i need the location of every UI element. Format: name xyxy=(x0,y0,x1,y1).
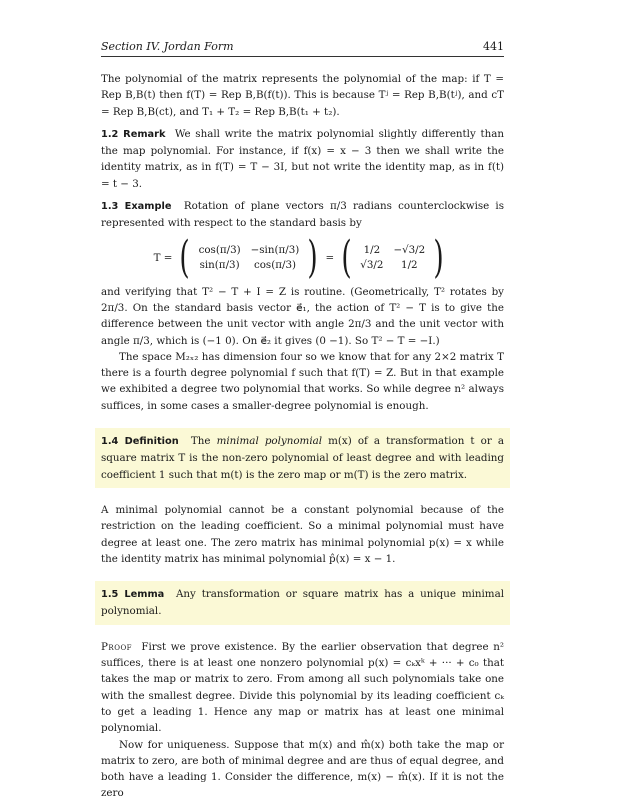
m2-d: 1/2 xyxy=(401,258,418,271)
rotation-matrix: ( cos(π/3) −sin(π/3) sin(π/3) cos(π/3) ) xyxy=(179,231,319,283)
proof-text-1: First we prove existence. By the earlier observation that degree n² suffices, there is at least one nonzero polynomial p(x) = cₖxᵏ + ··· + c₀ that takes the map or matrix to zero. From among all such polynomials take one with the smallest degree. Divide this polynomial by its leading coefficient cₖ to get a leading 1. Hence any map or matrix has at least one minimal polynomial. xyxy=(101,640,504,735)
m2-c: √3/2 xyxy=(360,258,384,271)
intro-paragraph: The polynomial of the matrix represents the polynomial of the map: if T = Rep B,B(t) then f(T) = Rep B,B(f(t)). This is because Tʲ = Rep B,B(tʲ), and cT = Rep B,B(ct), and T₁ + T₂ = Rep B,B(t₁ + t₂). xyxy=(101,73,504,118)
page xyxy=(101,40,504,802)
remark-label: 1.2 Remark xyxy=(101,128,166,140)
m1-b: −sin(π/3) xyxy=(250,243,300,256)
proof-paragraph-1 xyxy=(101,639,504,737)
definition-term: minimal polynomial xyxy=(216,435,323,448)
page-number: 441 xyxy=(483,40,504,53)
definition-text: m(x) of a transformation t or a square matrix T is the non-zero polynomial of least degree and with leading coefficient 1 such that m(t) is the zero map or m(T) is the zero matrix. xyxy=(101,435,504,481)
proof-label: Proof xyxy=(101,640,133,653)
remark-text: We shall write the matrix polynomial slightly differently than the map polynomial. For instance, if f(x) = x − 3 then we shall write the identity matrix, as in f(T) = T − 3I, but not write the identity map, as in f(t) = t − 3. xyxy=(101,127,504,190)
proof-paragraph-2: Now for uniqueness. Suppose that m(x) and m̂(x) both take the map or matrix to zero, are both of minimal degree and are thus of equal degree, and both have a leading 1. Consider the difference, m(x) − m̂(x). If it is not the zero xyxy=(101,738,504,800)
example-text: Rotation of plane vectors π/3 radians counterclockwise is represented with respect to the standard basis by xyxy=(101,200,504,230)
m1-c: sin(π/3) xyxy=(199,258,240,271)
m1-d: cos(π/3) xyxy=(253,258,297,271)
running-header xyxy=(101,40,504,57)
after-definition-paragraph: A minimal polynomial cannot be a constant polynomial because of the restriction on the leading coefficient. So a minimal polynomial must have degree at least one. The zero matrix has minimal polynomial p(x) = x while the identity matrix has minimal polynomial p̂(x) = x − 1. xyxy=(101,503,504,565)
definition-label: 1.4 Definition xyxy=(101,436,179,448)
example-label: 1.3 Example xyxy=(101,201,172,213)
remark-1-2 xyxy=(101,126,504,192)
m1-a: cos(π/3) xyxy=(198,243,241,256)
eq-mid: = xyxy=(325,251,335,264)
example-continuation: and verifying that T² − T + I = Z is routine. (Geometrically, T² rotates by 2π/3. On the standard basis vector e⃗₁, the action of T² − T is to give the difference between the unit vector with angle 2π/3 and the unit vector with angle π/3, which is (−1 0). On e⃗₂ it gives (0 −1). So T² − T = −I.) xyxy=(101,285,504,347)
section-title: Section IV. Jordan Form xyxy=(101,40,234,53)
eq-lhs: T = xyxy=(153,251,173,264)
space-paragraph: The space M₂ₓ₂ has dimension four so we know that for any 2×2 matrix T there is a fourth degree polynomial f such that f(T) = Z. But in that example we exhibited a degree two polynomial that works. So while degree n² always suffices, in some cases a smaller-degree polynomial is enough. xyxy=(101,350,504,412)
definition-box xyxy=(95,428,510,488)
m2-a: 1/2 xyxy=(363,243,381,256)
rotation-equation xyxy=(101,232,504,284)
lemma-box xyxy=(95,581,510,625)
lemma-text: Any transformation or square matrix has a unique minimal polynomial. xyxy=(101,588,505,618)
definition-before: The xyxy=(190,435,211,448)
example-1-3 xyxy=(101,198,504,232)
lemma-label: 1.5 Lemma xyxy=(101,589,165,601)
m2-b: −√3/2 xyxy=(393,243,426,256)
numeric-matrix: ( 1/2 −√3/2 √3/2 1/2 ) xyxy=(341,231,444,283)
